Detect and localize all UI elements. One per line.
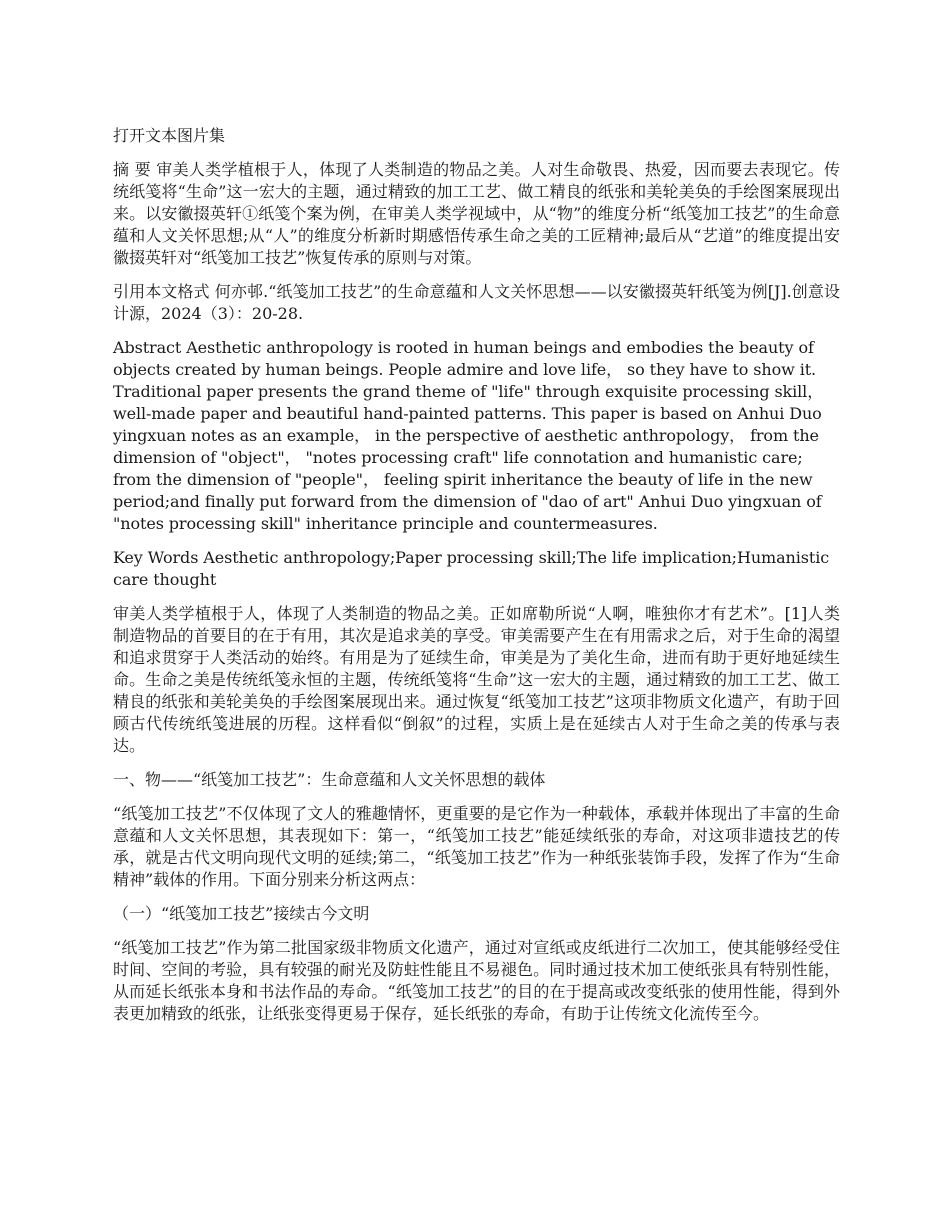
citation-format: 引用本文格式 何亦邨.“纸笺加工技艺”的生命意蕴和人文关怀思想——以安徽掇英轩纸笺为例[J].创意设计源，2024（3）：20-28.: [113, 282, 840, 323]
english-abstract: Abstract Aesthetic anthropology is rooted in human beings and embodies the beauty of objects created by human beings. People admire and love life， so they have to show it. Traditional paper presents the grand theme of "life" through exquisite processing skill，well-made paper and beautiful hand-painted patterns. This paper is based on Anhui Duo yingxuan notes as an example， in the perspective of aesthetic anthropology， from the dimension of "object"， "notes processing craft" life connotation and humanistic care; from the dimension of "people"， feeling spirit inheritance the beauty of life in the new period;and finally put forward from the dimension of "dao of art" Anhui Duo yingxuan of "notes processing skill" inheritance principle and countermeasures.: [113, 338, 824, 533]
section-1-paragraph: “纸笺加工技艺”不仅体现了文人的雅趣情怀，更重要的是它作为一种载体，承载并体现出了丰富的生命意蕴和人文关怀思想，其表现如下：第一，“纸笺加工技艺”能延续纸张的寿命，对这项非遗技艺的传承，就是古代文明向现代文明的延续;第二，“纸笺加工技艺”作为一种纸张装饰手段，发挥了作为“生命精神”载体的作用。下面分别来分析这两点：: [113, 804, 840, 889]
subsection-1-paragraph: “纸笺加工技艺”作为第二批国家级非物质文化遗产，通过对宣纸或皮纸进行二次加工，使其能够经受住时间、空间的考验，具有较强的耐光及防蛀性能且不易褪色。同时通过技术加工使纸张具有特别性能，从而延长纸张本身和书法作品的寿命。“纸笺加工技艺”的目的在于提高或改变纸张的使用性能，得到外表更加精致的纸张，让纸张变得更易于保存，延长纸张的寿命，有助于让传统文化流传至今。: [113, 938, 840, 1023]
open-image-gallery-link[interactable]: 打开文本图片集: [113, 126, 226, 145]
introduction-paragraph: 审美人类学植根于人，体现了人类制造的物品之美。正如席勒所说“人啊，唯独你才有艺术”。[1]人类制造物品的首要目的在于有用，其次是追求美的享受。审美需要产生在有用需求之后，对于生命的渴望和追求贯穿于人类活动的始终。有用是为了延续生命，审美是为了美化生命，进而有助于更好地延续生命。生命之美是传统纸笺永恒的主题，传统纸笺将“生命”这一宏大的主题，通过精致的加工工艺、做工精良的纸张和美轮美奂的手绘图案展现出来。通过恢复“纸笺加工技艺”这项非物质文化遗产，有助于回顾古代传统纸笺进展的历程。这样看似“倒叙”的过程，实质上是在延续古人对于生命之美的传承与表达。: [113, 604, 840, 755]
article-body: [113, 125, 840, 1037]
subsection-heading-1: （一）“纸笺加工技艺”接续古今文明: [113, 904, 370, 923]
section-heading-1: 一、物——“纸笺加工技艺”：生命意蕴和人文关怀思想的载体: [113, 770, 546, 789]
chinese-abstract: 摘 要 审美人类学植根于人，体现了人类制造的物品之美。人对生命敬畏、热爱，因而要去表现它。传统纸笺将“生命”这一宏大的主题，通过精致的加工工艺、做工精良的纸张和美轮美奂的手绘图案展现出来。以安徽掇英轩①纸笺个案为例，在审美人类学视域中，从“物”的维度分析“纸笺加工技艺”的生命意蕴和人文关怀思想;从“人”的维度分析新时期感悟传承生命之美的工匠精神;最后从“艺道”的维度提出安徽掇英轩对“纸笺加工技艺”恢复传承的原则与对策。: [113, 160, 840, 267]
keywords: Key Words Aesthetic anthropology;Paper processing skill;The life implication;Humanistic care thought: [113, 548, 830, 589]
